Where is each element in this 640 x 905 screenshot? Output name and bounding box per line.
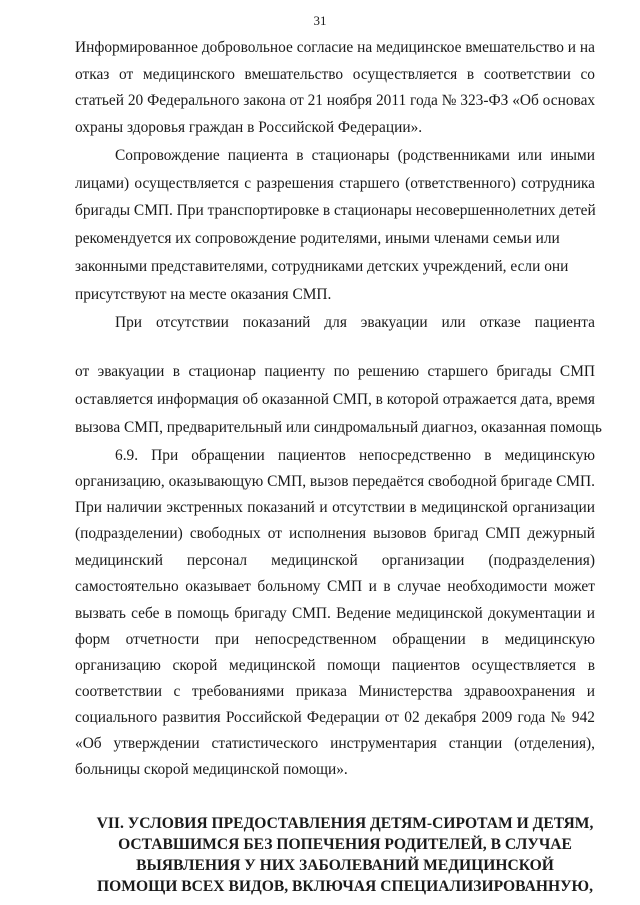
text-line: 6.9. При обращении пациентов непосредственно в медицинскую (115, 447, 595, 464)
section-heading-line: ВЫЯВЛЕНИЯ У НИХ ЗАБОЛЕВАНИЙ МЕДИЦИНСКОЙ (136, 857, 554, 874)
text-line: отказ от медицинского вмешательство осуществляется в соответствии со (75, 66, 595, 83)
text-line: самостоятельно оказывает больному СМП и в случае необходимости может (75, 578, 595, 595)
text-line: бригады СМП. При транспортировке в стационары несовершеннолетних детей (75, 202, 596, 219)
text-line: присутствуют на месте оказания СМП. (75, 286, 332, 303)
text-line: лицами) осуществляется с разрешения старшего (ответственного) сотрудника (75, 175, 595, 192)
text-line: организацию, оказывающую СМП, вызов передаётся свободной бригаде СМП. (75, 473, 595, 490)
section-heading-line: VII. УСЛОВИЯ ПРЕДОСТАВЛЕНИЯ ДЕТЯМ-СИРОТАМ И ДЕТЯМ, (96, 815, 594, 832)
text-line: организацию скорой медицинской помощи пациентов осуществляется в (75, 657, 595, 674)
text-line: вызвать себе в помощь бригаду СМП. Ведение медицинской документации и (75, 605, 595, 622)
text-line: При наличии экстренных показаний и отсутствии в медицинской организации (75, 499, 595, 516)
text-line: Информированное добровольное согласие на медицинское вмешательство и на (75, 39, 595, 56)
text-line: рекомендуется их сопровождение родителями, иными членами семьи или (75, 230, 560, 247)
section-heading-line: ОСТАВШИМСЯ БЕЗ ПОПЕЧЕНИЯ РОДИТЕЛЕЙ, В СЛУЧАЕ (118, 836, 572, 853)
text-line: Сопровождение пациента в стационары (родственниками или иными (115, 147, 595, 164)
text-line: форм отчетности при непосредственном обращении в медицинскую (75, 631, 595, 648)
text-line: медицинский персонал медицинской организации (подразделения) (75, 552, 595, 569)
text-line: оставляется информация об оказанной СМП, в которой отражается дата, время (75, 391, 595, 408)
text-line: (подразделении) свободных от исполнения вызовов бригад СМП дежурный (75, 525, 595, 542)
page-number: 31 (313, 13, 327, 28)
text-line: охраны здоровья граждан в Российской Федерации». (75, 119, 423, 136)
text-line: социального развития Российской Федерации от 02 декабря 2009 года № 942 (75, 709, 595, 726)
text-line: законными представителями, сотрудниками детских учреждений, если они (75, 258, 569, 275)
section-heading-line: ПОМОЩИ ВСЕХ ВИДОВ, ВКЛЮЧАЯ СПЕЦИАЛИЗИРОВАННУЮ, (96, 878, 594, 895)
text-line: статьей 20 Федерального закона от 21 ноября 2011 года № 323-ФЗ «Об основах (75, 92, 596, 109)
text-line: больницы скорой медицинской помощи». (75, 761, 348, 778)
text-line: вызова СМП, предварительный или синдромальный диагноз, оказанная помощь (75, 419, 602, 436)
text-line: от эвакуации в стационар пациенту по решению старшего бригады СМП (75, 363, 595, 380)
text-line: При отсутствии показаний для эвакуации или отказе пациента (115, 314, 595, 331)
text-line: «Об утверждении статистического инструментария станции (отделения), (75, 735, 595, 752)
text-line: соответствии с требованиями приказа Министерства здравоохранения и (75, 683, 595, 700)
